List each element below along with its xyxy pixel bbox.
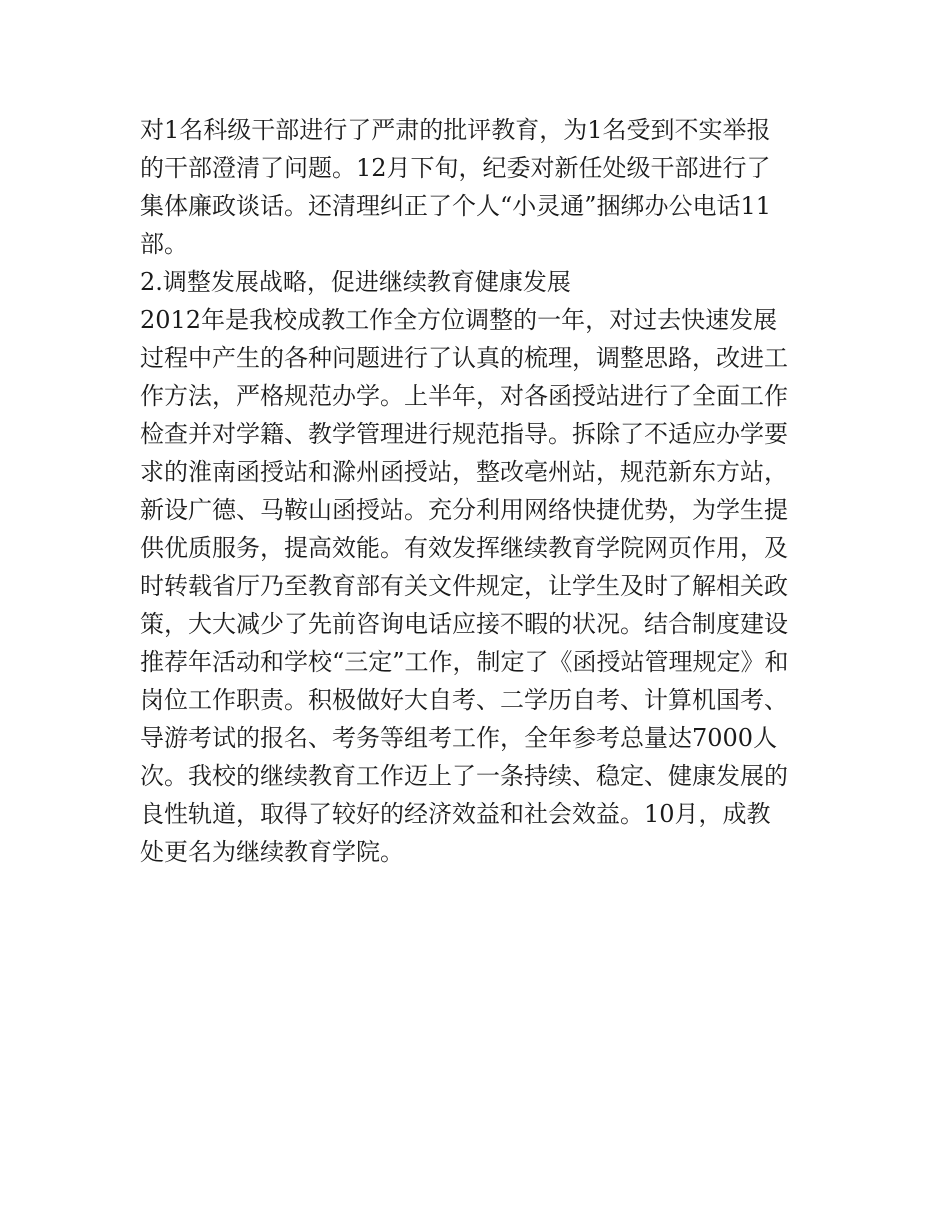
text-line-11: 新设广德、马鞍山函授站。充分利用网络快捷优势，为学生提 [140, 496, 788, 524]
text-line-3: 集体廉政谈话。还清理纠正了个人“小灵通”捆绑办公电话11 [140, 192, 772, 220]
text-line-6: 2012年是我校成教工作全方位调整的一年，对过去快速发展 [140, 306, 778, 334]
text-line-10: 求的淮南函授站和滁州函授站，整改亳州站，规范新东方站， [140, 458, 788, 486]
text-line-2: 的干部澄清了问题。12月下旬，纪委对新任处级干部进行了 [140, 154, 771, 182]
text-line-15: 推荐年活动和学校“三定”工作，制定了《函授站管理规定》和 [140, 648, 789, 676]
text-line-20: 处更名为继续教育学院。 [140, 838, 404, 866]
text-line-13: 时转载省厅乃至教育部有关文件规定，让学生及时了解相关政 [140, 572, 788, 600]
text-line-1: 对1名科级干部进行了严肃的批评教育，为1名受到不实举报 [140, 116, 771, 144]
section-heading: 2.调整发展战略，促进继续教育健康发展 [140, 268, 571, 296]
text-line-7: 过程中产生的各种问题进行了认真的梳理，调整思路，改进工 [140, 344, 788, 372]
document-body [140, 111, 820, 871]
text-line-12: 供优质服务，提高效能。有效发挥继续教育学院网页作用，及 [140, 534, 788, 562]
text-line-8: 作方法，严格规范办学。上半年，对各函授站进行了全面工作 [140, 382, 788, 410]
text-line-19: 良性轨道，取得了较好的经济效益和社会效益。10月，成教 [140, 800, 771, 828]
text-line-9: 检查并对学籍、教学管理进行规范指导。拆除了不适应办学要 [140, 420, 788, 448]
text-line-16: 岗位工作职责。积极做好大自考、二学历自考、计算机国考、 [140, 686, 788, 714]
text-line-17: 导游考试的报名、考务等组考工作，全年参考总量达7000人 [140, 724, 778, 752]
text-line-14: 策，大大减少了先前咨询电话应接不暇的状况。结合制度建设 [140, 610, 788, 638]
text-line-4: 部。 [140, 230, 188, 258]
text-line-18: 次。我校的继续教育工作迈上了一条持续、稳定、健康发展的 [140, 762, 788, 790]
